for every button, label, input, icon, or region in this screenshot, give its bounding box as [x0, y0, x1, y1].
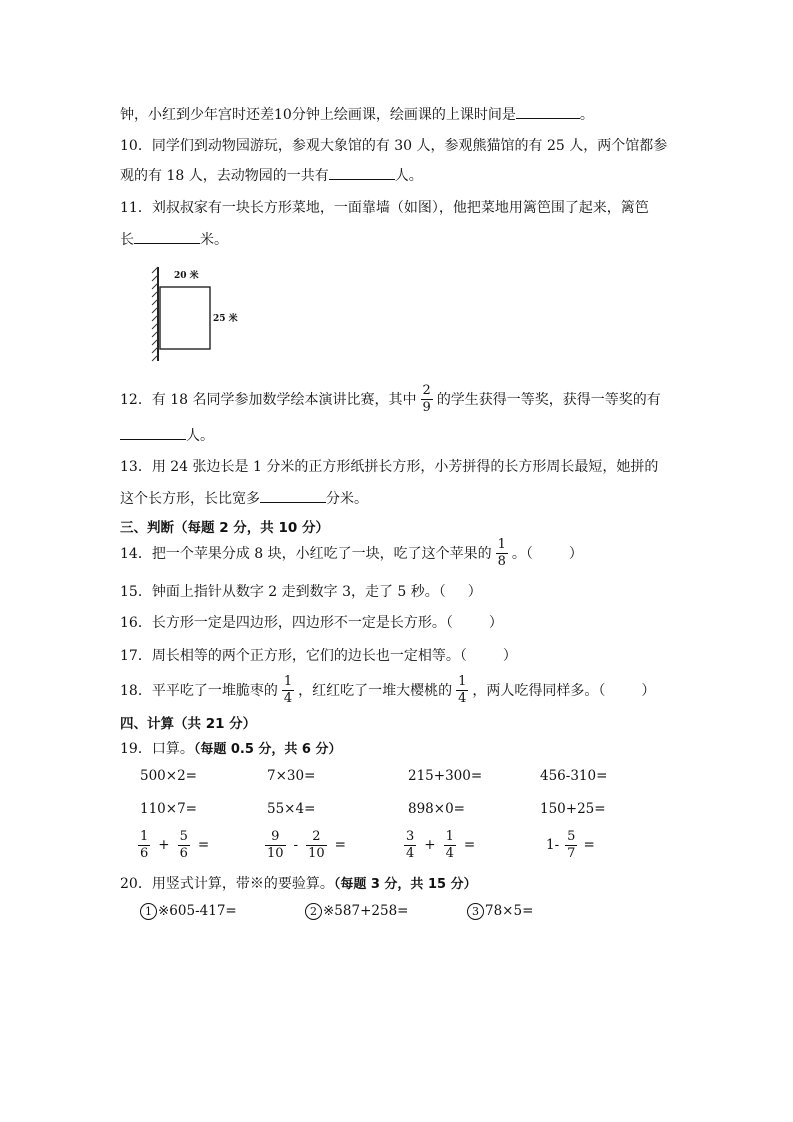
circled-number: 3: [467, 903, 484, 920]
question-12-line-2: 人。: [120, 425, 214, 445]
calc-item: 55×4=: [267, 801, 316, 817]
vertical-calc-item: 2 ※587+258=: [305, 903, 408, 920]
vertical-calc-item: 1 ※605-417=: [140, 903, 237, 920]
question-18: 18．平平吃了一堆脆枣的 $\frac{1}{4}$ ，红红吃了一堆大樱桃的 $\frac{1}{4}$ ，两人吃得同样多。（ ）: [120, 673, 656, 706]
answer-blank[interactable]: [134, 229, 200, 244]
fraction: $\frac{3}{4}$: [406, 828, 415, 861]
calc-item: 7×30=: [267, 768, 316, 784]
question-13-line-1: 13．用 24 张边长是 1 分米的正方形纸拼长方形，小芳拼得的长方形周长最短，她拼的: [120, 459, 659, 475]
calc-item: 150+25=: [540, 801, 606, 817]
question-15: 15．钟面上指针从数字 2 走到数字 3，走了 5 秒。（ ）: [120, 584, 482, 600]
question-12-line-1: 12．有 18 名同学参加数学绘本演讲比赛，其中 $\frac{2}{9}$ 的学生获得一等奖，获得一等奖的有: [120, 382, 661, 415]
answer-blank[interactable]: [516, 104, 580, 119]
calc-item: 215+300=: [408, 768, 483, 784]
fraction: $\frac{9}{10}$: [267, 828, 284, 861]
fraction: $\frac{2}{10}$: [308, 828, 325, 861]
answer-blank[interactable]: [120, 425, 186, 440]
figure-top-label: 20 米: [174, 271, 199, 281]
calc-item: 456-310=: [540, 768, 608, 784]
question-11-line-2: 长 米。: [120, 229, 228, 249]
fraction: $\frac{5}{6}$: [179, 828, 188, 861]
question-16: 16．长方形一定是四边形，四边形不一定是长方形。（ ）: [120, 615, 503, 631]
calc-item: $\frac{1}{6}$ + $\frac{5}{6}$ =: [140, 828, 210, 861]
fraction-two-ninths: $\frac{2}{9}$: [422, 382, 431, 415]
calc-item: $\frac{9}{10}$ - $\frac{2}{10}$ =: [267, 828, 346, 861]
fraction-one-quarter: $\frac{1}{4}$: [283, 673, 293, 706]
fraction: $\frac{1}{4}$: [445, 828, 454, 861]
garden-rectangle: [160, 287, 210, 349]
calc-item: 500×2=: [140, 768, 197, 784]
question-14: 14．把一个苹果分成 8 块，小红吃了一块，吃了这个苹果的 $\frac{1}{8}$ 。（ ）: [120, 536, 583, 569]
question-10-line-2: 观的有 18 人，去动物园的一共有 人。: [120, 165, 423, 185]
section-4-title: 四、计算（共 21 分）: [120, 716, 257, 732]
calc-item: 110×7=: [140, 801, 197, 817]
question-10-line-1: 10．同学们到动物园游玩，参观大象馆的有 30 人，参观熊猫馆的有 25 人，两个馆都参: [120, 138, 668, 154]
circled-number: 2: [305, 903, 322, 920]
answer-blank[interactable]: [260, 488, 326, 503]
circled-number: 1: [140, 903, 157, 920]
fraction: $\frac{5}{7}$: [567, 828, 576, 861]
fraction: $\frac{1}{6}$: [140, 828, 149, 861]
question-19: 19．口算。（每题 0.5 分，共 6 分）: [120, 741, 342, 757]
question-11-line-1: 11．刘叔叔家有一块长方形菜地，一面靠墙（如图），他把菜地用篱笆围了起来，篱笆: [120, 200, 649, 216]
section-3-title: 三、判断（每题 2 分，共 10 分）: [120, 520, 329, 536]
answer-blank[interactable]: [329, 165, 395, 180]
figure-side-label: 25 米: [213, 314, 238, 324]
fraction-one-quarter: $\frac{1}{4}$: [458, 673, 467, 706]
question-17: 17．周长相等的两个正方形，它们的边长也一定相等。（ ）: [120, 648, 517, 664]
calc-item: $\frac{3}{4}$ + $\frac{1}{4}$ =: [406, 828, 476, 861]
question-9-line: 钟，小红到少年宫时还差10分钟上绘画课，绘画课的上课时间是 。: [120, 104, 594, 124]
question-13-line-2: 这个长方形，长比宽多 分米。: [120, 488, 368, 508]
vertical-calc-item: 3 78×5=: [467, 903, 533, 920]
fraction-one-eighth: $\frac{1}{8}$: [497, 536, 506, 569]
question-20: 20．用竖式计算，带※的要验算。（每题 3 分，共 15 分）: [120, 876, 477, 892]
calc-item: 1- $\frac{5}{7}$ =: [546, 828, 595, 861]
calc-item: 898×0=: [408, 801, 465, 817]
